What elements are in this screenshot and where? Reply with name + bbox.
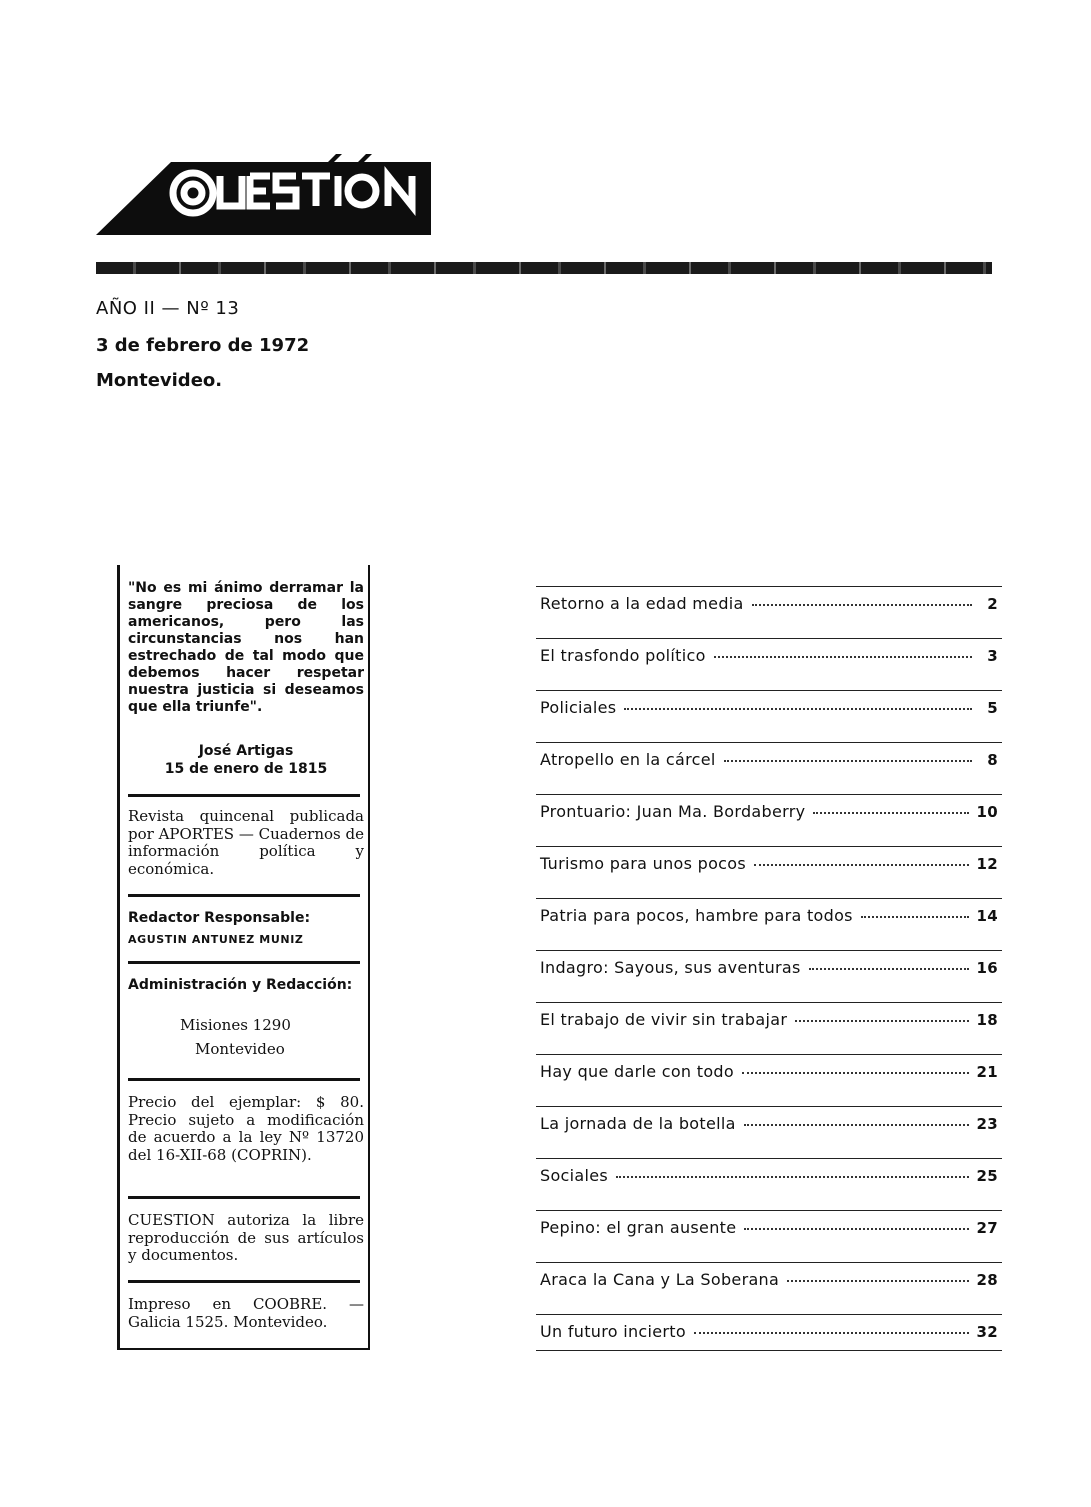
toc-title: Araca la Cana y La Soberana	[540, 1270, 780, 1289]
quote-attribution	[128, 742, 364, 778]
leader-dots	[752, 604, 972, 606]
toc-item[interactable]	[536, 950, 1002, 1003]
issue-number: AÑO II — Nº 13	[96, 298, 240, 319]
toc-item[interactable]	[536, 1106, 1002, 1159]
price-info: Precio del ejemplar: $ 80. Precio sujeto a modificación de acuerdo a la ley Nº 13720 del 16-XII-68 (COPRIN).	[128, 1093, 364, 1164]
toc-title: Hay que darle con todo	[540, 1062, 734, 1081]
toc-item[interactable]	[536, 586, 1002, 639]
toc-page: 21	[976, 1063, 998, 1081]
toc-page: 18	[976, 1011, 998, 1029]
toc-page: 25	[976, 1167, 998, 1185]
toc-title: El trasfondo político	[540, 646, 706, 665]
toc-item[interactable]	[536, 1314, 1002, 1367]
divider	[128, 1280, 360, 1283]
leader-dots	[787, 1280, 968, 1282]
leader-dots	[754, 864, 969, 866]
leader-dots	[809, 968, 969, 970]
issue-city: Montevideo.	[96, 370, 223, 391]
leader-dots	[861, 916, 969, 918]
toc-page: 27	[976, 1219, 998, 1237]
toc-title: Prontuario: Juan Ma. Bordaberry	[540, 802, 806, 821]
toc-page: 12	[976, 855, 998, 873]
toc-item[interactable]	[536, 846, 1002, 899]
leader-dots	[813, 812, 968, 814]
leader-dots	[624, 708, 972, 710]
quote-author: José Artigas	[198, 743, 294, 759]
divider	[128, 961, 360, 964]
toc-item[interactable]	[536, 690, 1002, 743]
artigas-quote: "No es mi ánimo derramar la sangre preciosa de los americanos, pero las circunstancias nos han estrechado de tal modo que debemos hacer respetar nuestra justicia si deseamos que ella triunfe".	[128, 580, 364, 715]
printer-info: Impreso en COOBRE. — Galicia 1525. Montevideo.	[128, 1295, 364, 1331]
masthead-logo	[96, 150, 431, 240]
toc-page: 2	[987, 595, 998, 613]
toc-page: 32	[976, 1323, 998, 1341]
toc-title: Pepino: el gran ausente	[540, 1218, 737, 1237]
toc-page: 3	[987, 647, 998, 665]
publication-description: Revista quincenal publicada por APORTES — Cuadernos de información política y económica.	[128, 807, 364, 878]
toc-item[interactable]	[536, 1002, 1002, 1055]
leader-dots	[744, 1124, 969, 1126]
toc-page: 28	[976, 1271, 998, 1289]
toc-item[interactable]	[536, 638, 1002, 691]
toc-item[interactable]	[536, 794, 1002, 847]
toc-title: Sociales	[540, 1166, 609, 1185]
toc-item[interactable]	[536, 1262, 1002, 1315]
quote-date: 15 de enero de 1815	[164, 761, 328, 777]
toc-item[interactable]	[536, 898, 1002, 951]
toc-bottom-rule	[536, 1350, 1002, 1351]
toc-title: Turismo para unos pocos	[540, 854, 746, 873]
redactor-label: Redactor Responsable:	[128, 910, 311, 926]
toc-page: 23	[976, 1115, 998, 1133]
divider	[128, 1196, 360, 1199]
toc-title: Policiales	[540, 698, 617, 717]
toc-page: 5	[987, 699, 998, 717]
toc-title: Atropello en la cárcel	[540, 750, 716, 769]
leader-dots	[742, 1072, 969, 1074]
leader-dots	[795, 1020, 968, 1022]
leader-dots	[744, 1228, 968, 1230]
leader-dots	[724, 760, 972, 762]
divider	[128, 794, 360, 797]
toc-page: 14	[976, 907, 998, 925]
toc-page: 10	[976, 803, 998, 821]
masthead-rule	[96, 262, 992, 274]
toc-item[interactable]	[536, 1210, 1002, 1263]
toc-page: 8	[987, 751, 998, 769]
toc-title: La jornada de la botella	[540, 1114, 736, 1133]
admin-city: Montevideo	[195, 1040, 285, 1058]
toc-item[interactable]	[536, 1054, 1002, 1107]
divider	[128, 894, 360, 897]
issue-date: 3 de febrero de 1972	[96, 335, 310, 356]
leader-dots	[694, 1332, 969, 1334]
divider	[128, 1078, 360, 1081]
toc-title: Indagro: Sayous, sus aventuras	[540, 958, 801, 977]
redactor-name: AGUSTIN ANTUNEZ MUNIZ	[128, 933, 304, 946]
toc-item[interactable]	[536, 742, 1002, 795]
admin-label: Administración y Redacción:	[128, 977, 353, 993]
toc-item[interactable]	[536, 1158, 1002, 1211]
leader-dots	[616, 1176, 968, 1178]
toc-title: El trabajo de vivir sin trabajar	[540, 1010, 788, 1029]
toc-page: 16	[976, 959, 998, 977]
toc-title: Retorno a la edad media	[540, 594, 744, 613]
toc-title: Un futuro incierto	[540, 1322, 686, 1341]
admin-street: Misiones 1290	[180, 1016, 291, 1034]
reproduction-notice: CUESTION autoriza la libre reproducción de sus artículos y documentos.	[128, 1211, 364, 1264]
toc-title: Patria para pocos, hambre para todos	[540, 906, 853, 925]
leader-dots	[714, 656, 972, 658]
